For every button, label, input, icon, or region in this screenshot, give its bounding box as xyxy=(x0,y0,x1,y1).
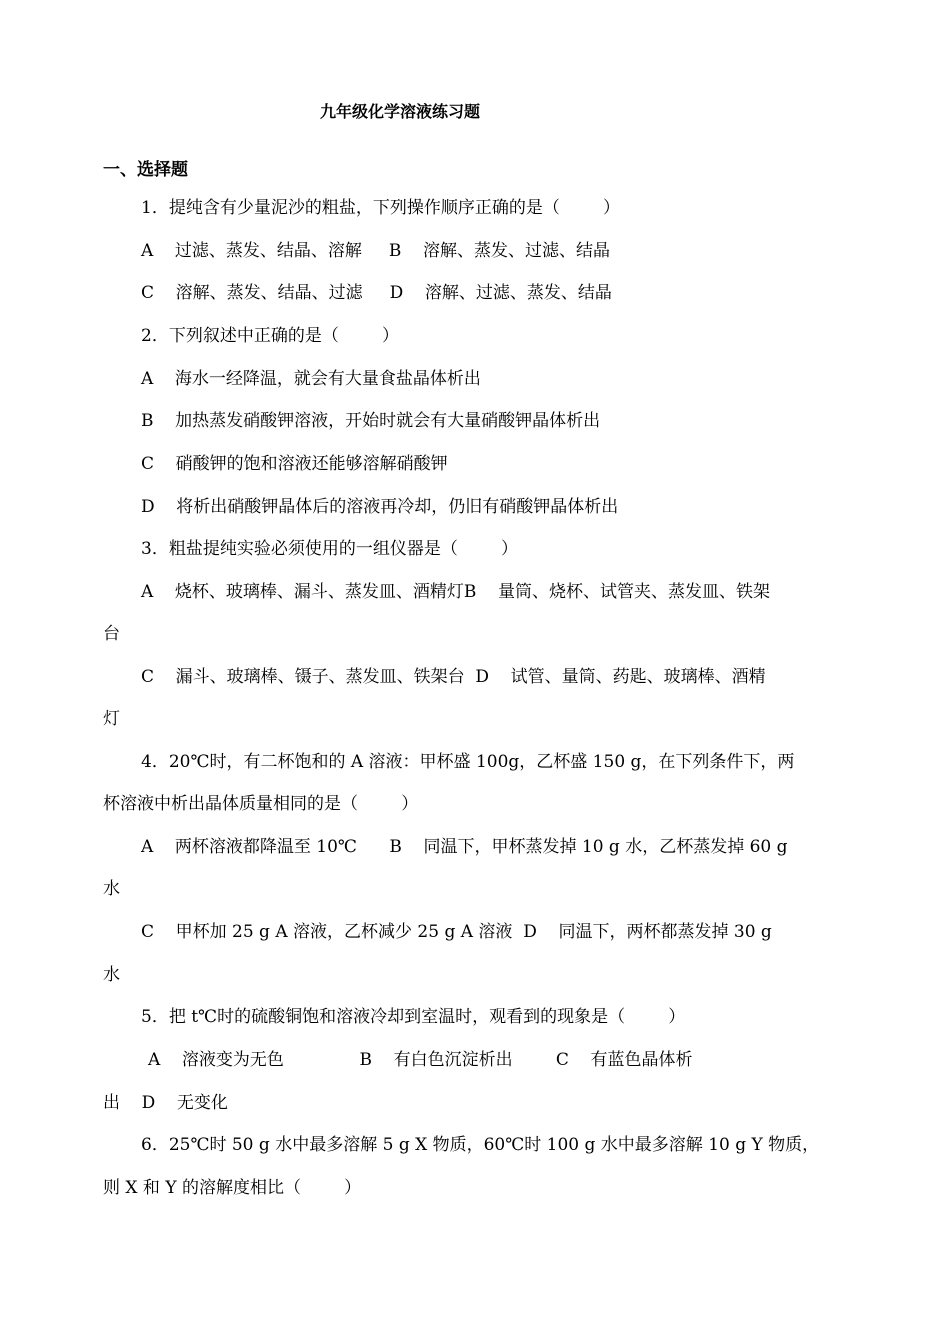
question-1-options-ab: A 过滤、蒸发、结晶、溶解 B 溶解、蒸发、过滤、结晶 xyxy=(141,241,611,261)
question-4-options-cd-cont: 水 xyxy=(103,965,120,985)
question-1: 1．提纯含有少量泥沙的粗盐，下列操作顺序正确的是（ ） xyxy=(141,198,621,218)
question-4-options-cd: C 甲杯加 25 g A 溶液，乙杯减少 25 g A 溶液 D 同温下，两杯都蒸发掉 30 g xyxy=(141,922,772,942)
question-4-options-ab: A 两杯溶液都降温至 10℃ B 同温下，甲杯蒸发掉 10 g 水，乙杯蒸发掉 60 g xyxy=(141,837,788,857)
question-6: 6．25℃时 50 g 水中最多溶解 5 g X 物质，60℃时 100 g 水中最多溶解 10 g Y 物质， xyxy=(141,1135,820,1155)
question-3: 3．粗盐提纯实验必须使用的一组仪器是（ ） xyxy=(141,539,519,559)
question-5: 5．把 t℃时的硫酸铜饱和溶液冷却到室温时，观看到的现象是（ ） xyxy=(141,1007,686,1027)
question-3-options-ab-cont: 台 xyxy=(103,624,120,644)
question-2-option-c: C 硝酸钾的饱和溶液还能够溶解硝酸钾 xyxy=(141,454,448,474)
question-1-options-cd: C 溶解、蒸发、结晶、过滤 D 溶解、过滤、蒸发、结晶 xyxy=(141,283,612,303)
page-title: 九年级化学溶液练习题 xyxy=(319,102,480,121)
question-4: 4．20℃时，有二杯饱和的 A 溶液：甲杯盛 100g，乙杯盛 150 g，在下列条件下，两 xyxy=(141,752,795,772)
question-4-cont: 杯溶液中析出晶体质量相同的是（ ） xyxy=(103,794,419,814)
question-3-options-cd: C 漏斗、玻璃棒、镊子、蒸发皿、铁架台 D 试管、量筒、药匙、玻璃棒、酒精 xyxy=(141,667,766,687)
question-2-option-d: D 将析出硝酸钾晶体后的溶液再冷却，仍旧有硝酸钾晶体析出 xyxy=(141,497,619,517)
question-2-option-a: A 海水一经降温，就会有大量食盐晶体析出 xyxy=(141,369,481,389)
question-5-options-cont: 出 D 无变化 xyxy=(103,1093,228,1113)
question-3-options-ab: A 烧杯、玻璃棒、漏斗、蒸发皿、酒精灯B 量筒、烧杯、试管夹、蒸发皿、铁架 xyxy=(141,582,770,602)
question-6-cont: 则 X 和 Y 的溶解度相比（ ） xyxy=(103,1178,362,1198)
question-2-option-b: B 加热蒸发硝酸钾溶液，开始时就会有大量硝酸钾晶体析出 xyxy=(141,411,601,431)
question-3-options-cd-cont: 灯 xyxy=(103,709,120,729)
question-5-options: A 溶液变为无色 B 有白色沉淀析出 C 有蓝色晶体析 xyxy=(148,1050,693,1070)
question-2: 2．下列叙述中正确的是（ ） xyxy=(141,326,400,346)
question-4-options-ab-cont: 水 xyxy=(103,879,120,899)
section-heading: 一、选择题 xyxy=(103,160,188,180)
